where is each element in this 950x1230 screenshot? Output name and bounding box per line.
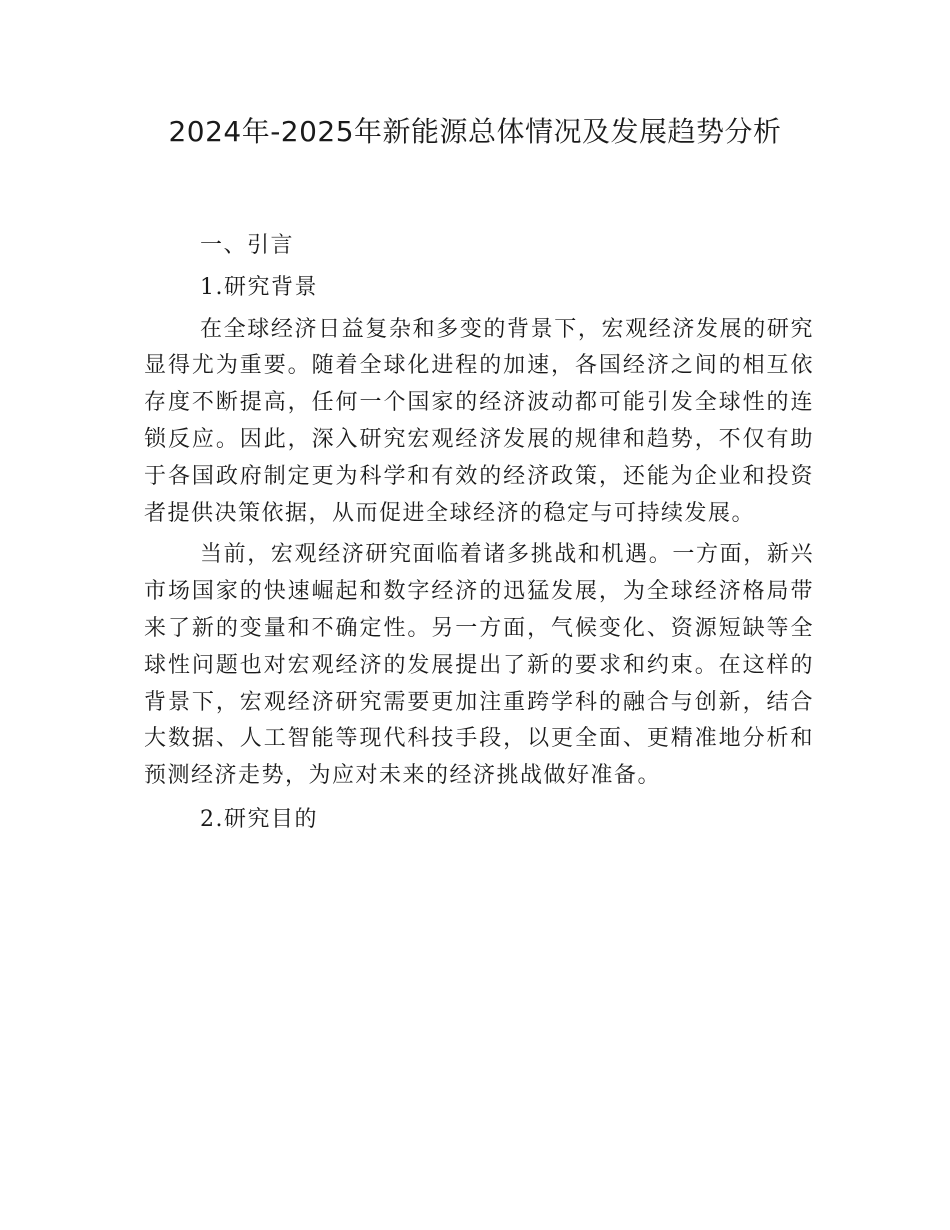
document-body — [144, 228, 814, 839]
subsection-heading-research-background: 1.研究背景 — [200, 274, 318, 300]
body-paragraph-2: 当前，宏观经济研究面临着诸多挑战和机遇。一方面，新兴市场国家的快速崛起和数字经济的迅猛发展，为全球经济格局带来了新的变量和不确定性。另一方面，气候变化、资源短缺等全球性问题也对宏观经济的发展提出了新的要求和约束。在这样的背景下，宏观经济研究需要更加注重跨学科的融合与创新，结合大数据、人工智能等现代科技手段，以更全面、更精准地分析和预测经济走势，为应对未来的经济挑战做好准备。 — [144, 542, 814, 789]
body-paragraph-1: 在全球经济日益复杂和多变的背景下，宏观经济发展的研究显得尤为重要。随着全球化进程的加速，各国经济之间的相互依存度不断提高，任何一个国家的经济波动都可能引发全球性的连锁反应。因此，深入研究宏观经济发展的规律和趋势，不仅有助于各国政府制定更为科学和有效的经济政策，还能为企业和投资者提供决策依据，从而促进全球经济的稳定与可持续发展。 — [144, 316, 814, 526]
document-title: 2024年-2025年新能源总体情况及发展趋势分析 — [168, 115, 782, 148]
section-heading-introduction: 一、引言 — [200, 233, 295, 258]
subsection-heading-research-purpose: 2.研究目的 — [200, 806, 318, 832]
